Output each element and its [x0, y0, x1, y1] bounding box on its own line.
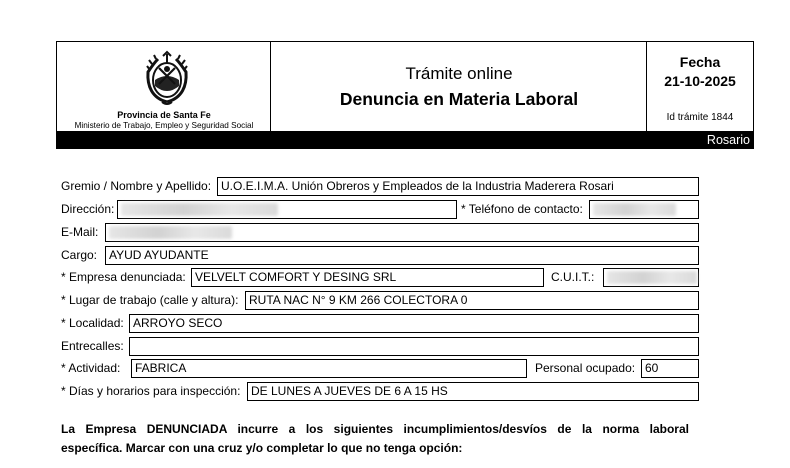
city-name: Rosario [706, 133, 750, 147]
empresa-field[interactable]: VELVELT COMFORT Y DESING SRL [191, 268, 544, 287]
date-label: Fecha [679, 54, 721, 70]
document-header [56, 41, 754, 132]
document-title: Denuncia en Materia Laboral [339, 89, 579, 109]
instructions-line-2: específica. Marcar con una cruz y/o completar lo que no tenga opción: [61, 441, 463, 455]
empresa-label: * Empresa denunciada: [61, 270, 186, 284]
telefono-label: * Teléfono de contacto: [461, 202, 583, 216]
procedure-id: Id trámite 1844 [666, 112, 734, 123]
lugar-field[interactable]: RUTA NAC N° 9 KM 266 COLECTORA 0 [245, 291, 699, 310]
redacted-phone [593, 203, 676, 216]
cargo-field[interactable]: AYUD AYUDANTE [105, 246, 699, 265]
direccion-label: Dirección: [61, 202, 115, 216]
redacted-address [121, 203, 278, 216]
localidad-label: * Localidad: [61, 316, 124, 330]
dias-field[interactable]: DE LUNES A JUEVES DE 6 A 15 HS [247, 382, 699, 401]
cargo-label: Cargo: [61, 248, 98, 262]
gremio-field[interactable]: U.O.E.I.M.A. Unión Obreros y Empleados de la Industria Maderera Rosari [217, 177, 699, 196]
dias-label: * Días y horarios para inspección: [61, 384, 241, 398]
redacted-email [109, 226, 232, 239]
redacted-cuit [607, 271, 697, 284]
entrecalles-field[interactable] [129, 337, 699, 356]
email-label: E-Mail: [61, 225, 99, 239]
city-bar [56, 132, 754, 149]
province-name: Provincia de Santa Fe [117, 110, 211, 120]
santa-fe-seal-icon [144, 50, 190, 108]
actividad-field[interactable]: FABRICA [131, 359, 527, 378]
header-date-cell [647, 42, 753, 131]
ministry-name: Ministerio de Trabajo, Empleo y Seguridad Social [74, 121, 254, 130]
actividad-label: * Actividad: [61, 361, 121, 375]
lugar-label: * Lugar de trabajo (calle y altura): [61, 293, 239, 307]
personal-label: Personal ocupado: [535, 361, 636, 375]
gremio-label: Gremio / Nombre y Apellido: [61, 179, 212, 193]
header-left-cell [57, 42, 271, 131]
localidad-field[interactable]: ARROYO SECO [129, 314, 699, 333]
personal-field[interactable]: 60 [641, 359, 699, 378]
procedure-type: Trámite online [405, 64, 513, 83]
entrecalles-label: Entrecalles: [61, 339, 124, 353]
date-value: 21-10-2025 [664, 73, 736, 89]
cuit-label: C.U.I.T.: [551, 270, 595, 284]
header-title-cell [271, 42, 647, 131]
instructions-line-1: La Empresa DENUNCIADA incurre a los siguientes incumplimientos/desvíos de la norma laboral [61, 422, 689, 436]
